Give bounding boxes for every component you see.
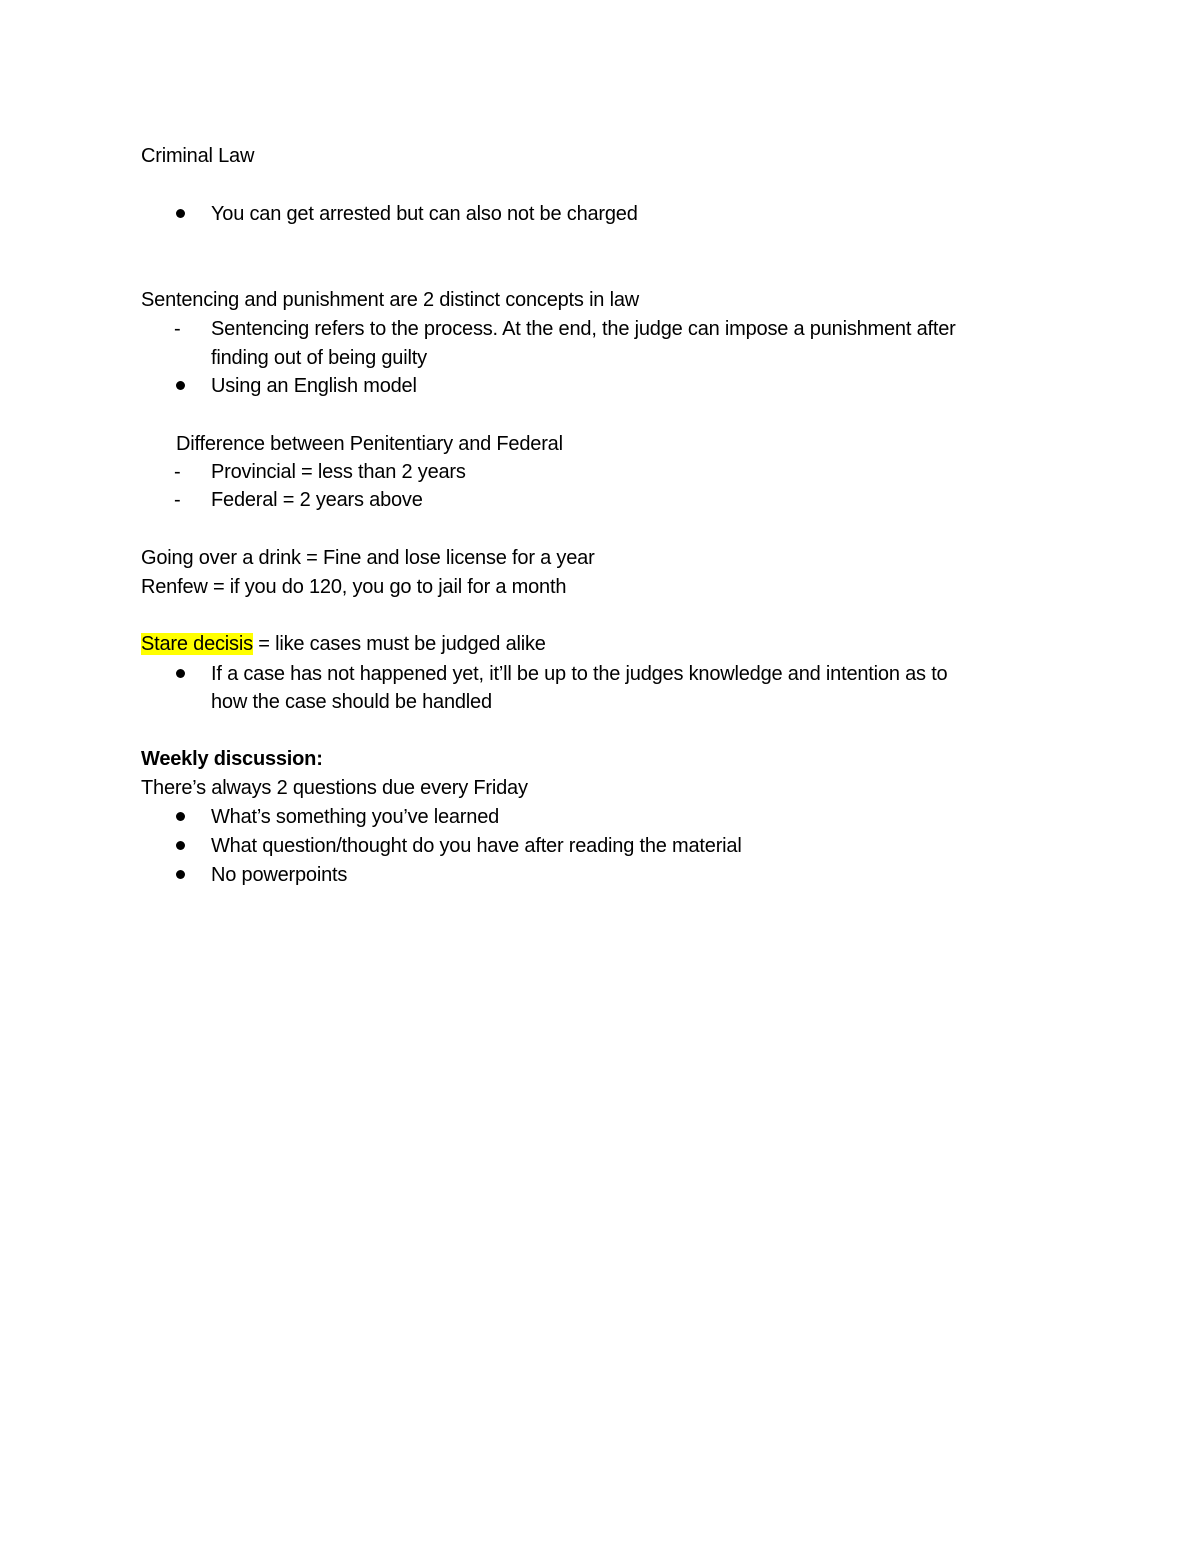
list-item-text: What question/thought do you have after reading the material [211, 835, 742, 857]
list-item [174, 372, 417, 400]
list-item-text: Using an English model [211, 375, 417, 397]
bullet-icon [176, 209, 185, 218]
dash-icon: - [174, 461, 181, 483]
bullet-icon [176, 812, 185, 821]
list-item-continuation: how the case should be handled [211, 691, 492, 713]
list-item [174, 803, 499, 831]
list-item [174, 315, 956, 343]
section-heading: Sentencing and punishment are 2 distinct concepts in law [141, 289, 639, 311]
dash-icon: - [174, 318, 181, 340]
bullet-icon [176, 381, 185, 390]
section-heading: Weekly discussion: [141, 748, 323, 770]
dash-icon: - [174, 489, 181, 511]
section-heading: Difference between Penitentiary and Federal [176, 433, 563, 455]
text-line: Going over a drink = Fine and lose license for a year [141, 547, 595, 569]
list-item-text: What’s something you’ve learned [211, 806, 500, 828]
bullet-icon [176, 841, 185, 850]
document-title: Criminal Law [141, 145, 255, 167]
list-item [174, 660, 947, 688]
list-item [174, 200, 638, 228]
list-item [174, 458, 466, 486]
bullet-icon [176, 669, 185, 678]
highlighted-term: Stare decisis [141, 633, 253, 655]
text-line: There’s always 2 questions due every Friday [141, 777, 528, 799]
list-item-text: You can get arrested but can also not be charged [211, 203, 638, 225]
bullet-icon [176, 870, 185, 879]
list-item [174, 486, 423, 514]
list-item [174, 832, 742, 860]
list-item-text: If a case has not happened yet, it’ll be up to the judges knowledge and intention as to [211, 663, 948, 685]
list-item-text: No powerpoints [211, 864, 348, 886]
definition-text: = like cases must be judged alike [252, 633, 546, 655]
list-item-text: Federal = 2 years above [211, 489, 423, 511]
stare-decisis-line [141, 630, 546, 658]
text-line: Renfew = if you do 120, you go to jail for a month [141, 576, 567, 598]
list-item [174, 861, 347, 889]
list-item-text: Provincial = less than 2 years [211, 461, 466, 483]
list-item-text: Sentencing refers to the process. At the end, the judge can impose a punishment after [211, 318, 956, 340]
list-item-continuation: finding out of being guilty [211, 347, 427, 369]
